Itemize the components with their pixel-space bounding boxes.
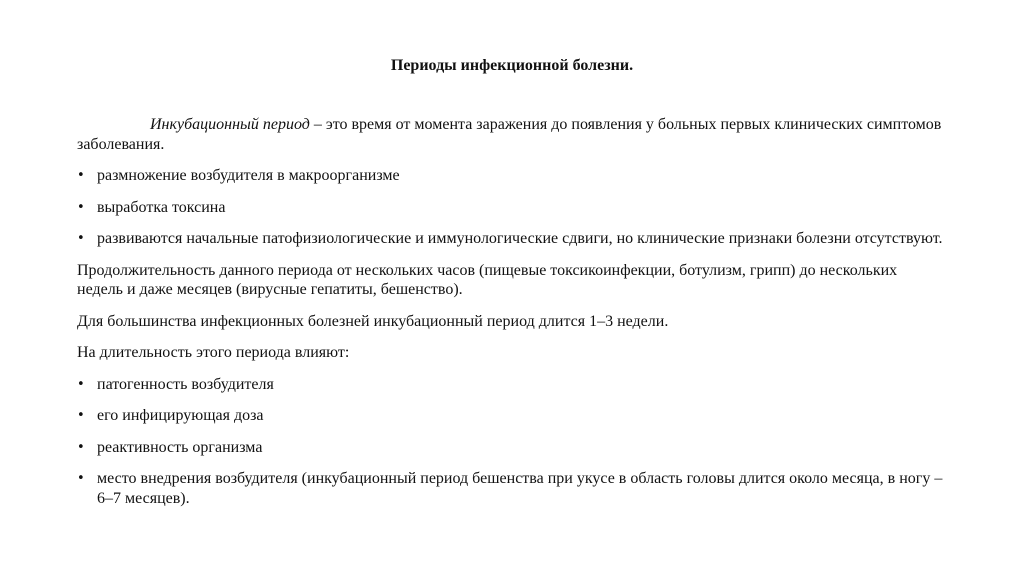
bullet-list-stages — [77, 166, 947, 249]
list-item: • патогенность возбудителя — [77, 375, 274, 393]
list-item: • выработка токсина — [77, 198, 226, 216]
typical-duration-paragraph: Для большинства инфекционных болезней инкубационный период длится 1–3 недели. — [77, 312, 669, 330]
intro-term: Инкубационный период — [150, 116, 310, 133]
influences-paragraph: На длительность этого периода влияют: — [77, 344, 350, 361]
duration-paragraph: Продолжительность данного периода от нескольких часов (пищевые токсикоинфекции, ботулизм, грипп) до нескольких недель и даже месяцев (вирусные гепатиты, бешенство). — [77, 261, 898, 298]
page-title: Периоды инфекционной болезни. — [390, 57, 634, 74]
bullet-icon: • — [77, 439, 85, 455]
list-item: • развиваются начальные патофизиологические и иммунологические сдвиги, но клинические признаки болезни отсутствуют. — [77, 230, 943, 247]
list-item: • место внедрения возбудителя (инкубационный период бешенства при укусе в область головы длится около месяца, в ногу – 6–7 месяцев). — [77, 470, 943, 507]
list-item: • размножение возбудителя в макроорганизме — [77, 167, 400, 184]
bullet-icon: • — [77, 471, 85, 486]
list-item: • реактивность организма — [77, 438, 263, 456]
bullet-icon: • — [77, 408, 85, 423]
bullet-icon: • — [77, 168, 85, 183]
intro-paragraph — [77, 115, 947, 154]
intro-definition: – это время от момента заражения до появления у больных первых клинических симптомов заболевания. — [77, 116, 942, 153]
bullet-list-factors — [77, 375, 947, 509]
bullet-icon: • — [77, 231, 85, 246]
slide-content — [77, 115, 947, 520]
bullet-icon: • — [77, 376, 85, 392]
list-item: • его инфицирующая доза — [77, 407, 264, 424]
bullet-icon: • — [77, 199, 85, 215]
